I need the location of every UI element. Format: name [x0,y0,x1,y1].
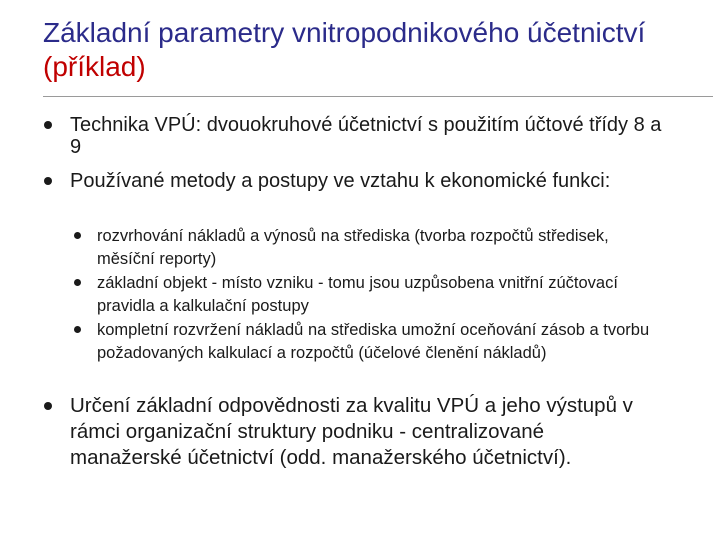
title-highlight: (příklad) [43,51,146,82]
sub-bullet-item [97,319,657,365]
bullet-dot-icon [74,326,81,333]
bullet-text: Určení základní odpovědnosti za kvalitu VPÚ a jeho výstupů v rámci organizační struktury podniku - centralizované manažerské účetnictví (odd. manažerského účetnictví). [70,394,633,469]
sub-bullet-item [97,272,657,318]
title-main: Základní parametry vnitropodnikového účetnictví [43,17,646,48]
bullet-dot-icon [44,177,52,185]
bullet-item [70,114,670,158]
sub-bullet-text: kompletní rozvržení nákladů na střediska umožní oceňování zásob a tvorbu požadovaných kalkulací a rozpočtů (účelové členění nákladů) [97,321,650,362]
bullet-item [70,393,650,471]
title-divider [43,96,713,97]
bullet-dot-icon [74,232,81,239]
bullet-text: Používané metody a postupy ve vztahu k ekonomické funkci: [70,170,611,192]
bullet-item [70,170,670,192]
bullet-text: Technika VPÚ: dvouokruhové účetnictví s použitím účtové třídy 8 a 9 [70,114,662,158]
slide-title [43,16,683,84]
bullet-dot-icon [44,402,52,410]
sub-bullet-text: základní objekt - místo vzniku - tomu jsou uzpůsobena vnitřní zúčtovací pravidla a kalkulační postupy [97,274,618,315]
bullet-dot-icon [44,121,52,129]
sub-bullet-item [97,225,657,271]
bullet-dot-icon [74,279,81,286]
sub-bullet-text: rozvrhování nákladů a výnosů na střediska (tvorba rozpočtů středisek, měsíční reporty) [97,227,609,268]
